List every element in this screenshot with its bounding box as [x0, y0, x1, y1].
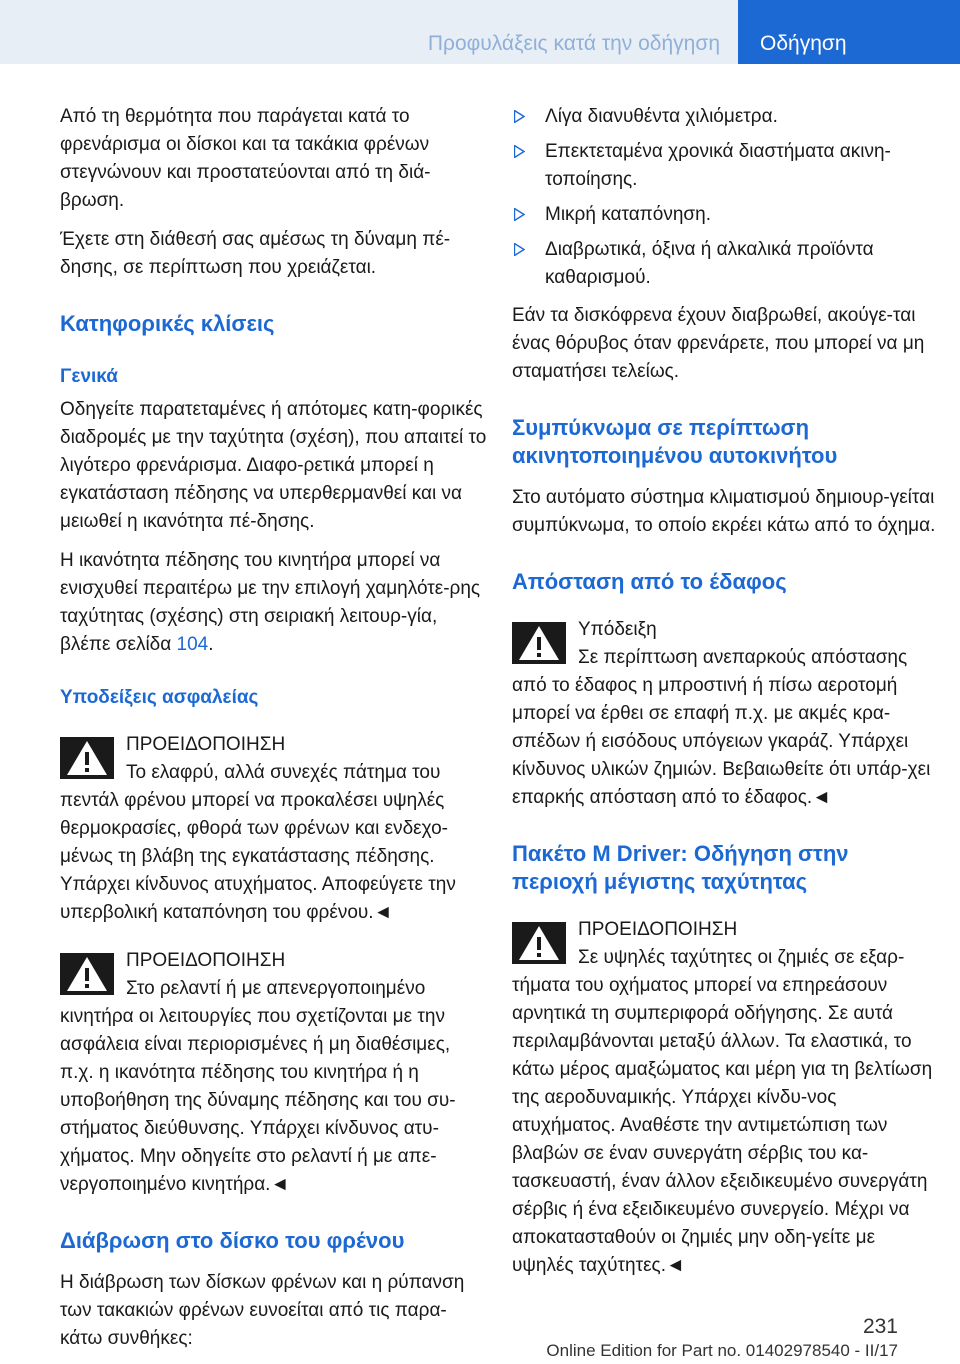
list-item: Επεκτεταμένα χρονικά διαστήματα ακινη-τοποίησης. — [512, 138, 940, 194]
subheading-general: Γενικά — [60, 366, 118, 387]
warning-box — [60, 947, 488, 1199]
heading-corrosion: Διάβρωση στο δίσκο του φρένου — [60, 1228, 405, 1253]
paragraph: Στο αυτόματο σύστημα κλιματισμού δημιουρ-γείται συμπύκνωμα, το οποίο εκρέει κάτω από το όχημα. — [512, 487, 936, 536]
page-footer — [0, 1315, 960, 1362]
warning-box — [60, 731, 488, 927]
paragraph-page-ref: Η ικανότητα πέδησης του κινητήρα μπορεί να ενισχυθεί περαιτέρω με την επιλογή χαμηλότε-ρης ταχύτητας (σχέσης) στη σειριακή λειτουρ-γία, βλέπε σελίδα 104. — [60, 550, 481, 655]
warning-box — [512, 916, 940, 1280]
subheading-safety: Υποδείξεις ασφαλείας — [60, 687, 259, 708]
page-link[interactable]: 104 — [176, 634, 209, 655]
paragraph: Έχετε στη διάθεσή σας αμέσως τη δύναμη πέ-δησης, σε περίπτωση που χρειάζεται. — [60, 229, 451, 278]
warning-triangle-icon — [60, 737, 114, 779]
list-item: Λίγα διανυθέντα χιλιόμετρα. — [512, 103, 940, 131]
conditions-list — [512, 103, 940, 292]
chapter-title: Οδήγηση — [760, 32, 847, 55]
left-column — [60, 103, 488, 1364]
heading-clearance: Απόσταση από το έδαφος — [512, 569, 787, 594]
bullet-triangle-icon — [514, 145, 525, 158]
warning-triangle-icon — [512, 922, 566, 964]
warning-text: Σε υψηλές ταχύτητες οι ζημιές σε εξαρ-τήματα του οχήματος μπορεί να επηρεάσουν αρνητικά τη συμπεριφορά οδήγησης. Σε αυτά περιλαμβάνονται μεταξύ άλλων. Τα ελαστικά, το κάτω μέρος αμαξώματος και μέρη για τη βελτίωση της αεροδυναμικής. Υπάρχει κίνδυ-νος ατυχήματος. Αναθέστε την αντιμετώπιση των βλαβών σε έναν συνεργάτη σέρβις του κα-τασκευαστή, έναν άλλον εξειδικευμένο συνεργάτη σέρβις ή ένα εξειδικευμένο συνεργείο. Μέχρι να αποκατασταθούν οι ζημιές μην οδη-γείτε με υψηλές ταχύτητες.◄ — [512, 947, 933, 1276]
note-box — [512, 616, 940, 812]
paragraph: Από τη θερμότητα που παράγεται κατά το φρενάρισμα οι δίσκοι και τα τακάκια φρένων στεγνώνουν και προστατεύονται από τη διά-βρωση. — [60, 106, 431, 211]
heading-downhill: Κατηφορικές κλίσεις — [60, 311, 275, 336]
edition-note: Online Edition for Part no. 01402978540 - II/17 — [546, 1341, 898, 1360]
warning-title: ΠΡΟΕΙΔΟΠΟΙΗΣΗ — [126, 734, 286, 755]
note-title: Υπόδειξη — [578, 619, 657, 640]
paragraph: Οδηγείτε παρατεταμένες ή απότομες κατη-φορικές διαδρομές με την ταχύτητα (σχέση), που απαιτεί το λιγότερο φρενάρισμα. Διαφο-ρετικά μπορεί η εγκατάσταση πέδησης να υπερθερμανθεί και να μειωθεί η ικανότητα πέ-δησης. — [60, 399, 487, 532]
warning-text: Στο ρελαντί ή με απενεργοποιημένο κινητήρα οι λειτουργίες που σχετίζονται με την ασφάλεια είναι περιορισμένες ή μη διαθέσιμες, π.χ. η ικανότητα πέδησης του κινητήρα ή η υποβοήθηση της δύναμης πέδησης και του συ-στήματος διεύθυνσης. Υπάρχει κίνδυνος ατυ-χήματος. Μην οδηγείτε στο ρελαντί ή με απε-νεργοποιημένο κινητήρα.◄ — [60, 978, 456, 1195]
warning-triangle-icon — [512, 622, 566, 664]
warning-title: ΠΡΟΕΙΔΟΠΟΙΗΣΗ — [578, 919, 738, 940]
paragraph: Η διάβρωση των δίσκων φρένων και η ρύπανση των τακακιών φρένων ευνοείται από τις παρα-κάτω συνθήκες: — [60, 1272, 465, 1349]
list-item: Διαβρωτικά, όξινα ή αλκαλικά προϊόντα καθαρισμού. — [512, 236, 940, 292]
bullet-triangle-icon — [514, 110, 525, 123]
heading-mdriver: Πακέτο M Driver: Οδήγηση στην περιοχή μέγιστης ταχύτητας — [512, 841, 849, 894]
warning-text: Το ελαφρύ, αλλά συνεχές πάτημα του πεντάλ φρένου μπορεί να προκαλέσει υψηλές θερμοκρασίες, φθορά των φρένων και ενδεχο-μένως τη βλάβη της εγκατάστασης πέδησης. Υπάρχει κίνδυνος ατυχήματος. Αποφεύγετε την υπερβολική καταπόνηση του φρένου.◄ — [60, 762, 456, 923]
heading-condensate: Συμπύκνωμα σε περίπτωση ακινητοποιημένου αυτοκινήτου — [512, 415, 838, 468]
list-item: Μικρή καταπόνηση. — [512, 201, 940, 229]
section-tab — [0, 0, 738, 64]
bullet-triangle-icon — [514, 243, 525, 256]
page-number: 231 — [862, 1315, 898, 1338]
bullet-triangle-icon — [514, 208, 525, 221]
warning-title: ΠΡΟΕΙΔΟΠΟΙΗΣΗ — [126, 950, 286, 971]
paragraph: Εάν τα δισκόφρενα έχουν διαβρωθεί, ακούγε-ται ένας θόρυβος όταν φρενάρετε, που μπορεί να μη σταματήσει τελείως. — [512, 305, 925, 382]
right-column — [512, 103, 940, 1294]
note-text: Σε περίπτωση ανεπαρκούς απόστασης από το έδαφος η μπροστινή ή πίσω αεροτομή μπορεί να έρθει σε επαφή π.χ. με ακμές κρα-σπέδων ή εισόδους υπόγειων γκαράζ. Υπάρχει κίνδυνος υλικών ζημιών. Βεβαιωθείτε ότι υπάρ-χει επαρκής απόσταση από το έδαφος.◄ — [512, 647, 931, 808]
section-title: Προφυλάξεις κατά την οδήγηση — [427, 32, 720, 55]
warning-triangle-icon — [60, 953, 114, 995]
page-header — [0, 0, 960, 64]
chapter-tab — [738, 0, 960, 64]
